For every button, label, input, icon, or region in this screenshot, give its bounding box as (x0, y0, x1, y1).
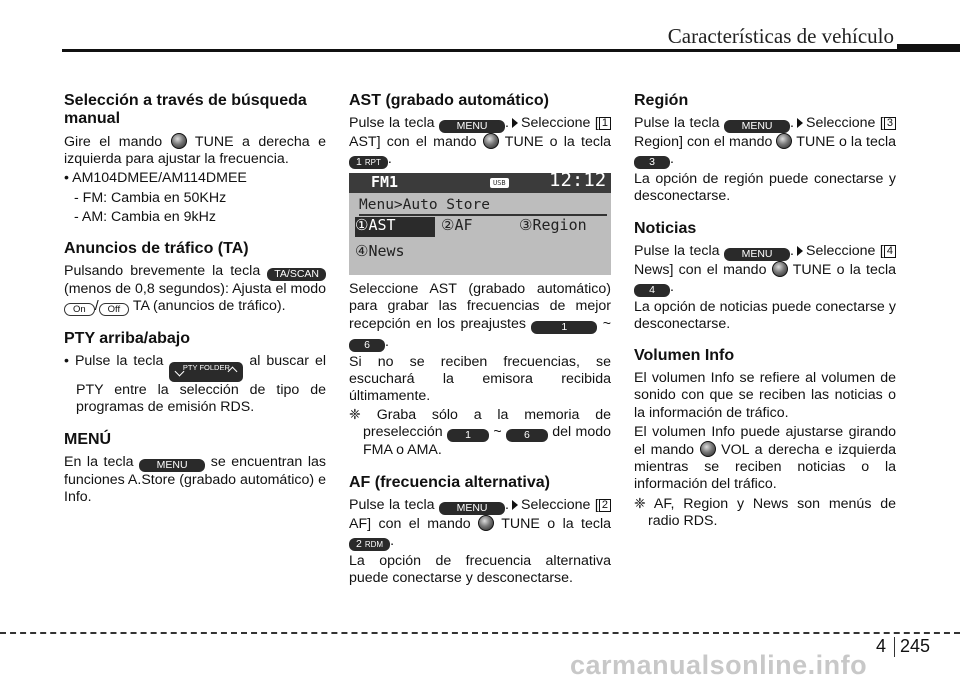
paragraph: • Pulse la tecla PTY FOLDER al buscar el PTY entre la selección de tipo de programas de emisión RDS. (64, 353, 326, 416)
menu-key: MENU (139, 459, 205, 472)
paragraph: Pulse la tecla MENU . Seleccione [ 3 Region] con el mando TUNE o la tecla 3 . (634, 115, 896, 169)
footer-divider (894, 637, 895, 657)
option-number-box: 3 (884, 117, 896, 130)
section-title-af: AF (frecuencia alternativa) (349, 473, 550, 491)
column-1 (64, 92, 326, 508)
note: ❈ Graba sólo a la memoria de preselección 1 ~ 6 del modo FMA o AMA. (349, 407, 612, 459)
header-tab (897, 44, 960, 52)
section-title-manual-search: Selección a través de búsqueda manual (64, 92, 307, 127)
section-title-pty: PTY arriba/abajo (64, 330, 190, 348)
on-pill: On (64, 303, 95, 316)
header-rule (62, 49, 897, 52)
preset-1-key: 1 (531, 321, 597, 334)
tune-knob-icon (171, 133, 187, 149)
section-title-volume-info: Volumen Info (634, 347, 735, 365)
option-number-box: 1 (599, 117, 611, 130)
paragraph: Si no se reciben frecuencias, se escuchará la emisora recibida últimamente. (349, 353, 611, 405)
section-title-ast: AST (grabado automático) (349, 92, 550, 109)
display-option-region: ③Region (519, 216, 587, 235)
watermark: carmanualsonline.info (570, 650, 868, 680)
radio-display-screen (349, 173, 611, 275)
arrow-right-icon (512, 118, 518, 128)
tune-knob-icon (776, 133, 792, 149)
page-number: 245 (900, 636, 931, 656)
tune-knob-icon (483, 133, 499, 149)
bullet-model: • AM104DMEE/AM114DMEE (64, 170, 247, 187)
display-band: FM1 (371, 173, 399, 192)
display-option-ast: ①AST (355, 217, 435, 237)
paragraph: Pulsando brevemente la tecla TA/SCAN (menos de 0,8 segundos): Ajusta el modo On / Off TA (anuncios de tráfico). (64, 263, 326, 316)
option-number-box: 2 (599, 499, 611, 512)
arrow-right-icon (797, 246, 803, 256)
usb-badge: USB (490, 178, 509, 188)
menu-key: MENU (724, 248, 790, 261)
off-pill: Off (99, 303, 130, 316)
option-number-box: 4 (884, 245, 896, 258)
paragraph: El volumen Info se refiere al volumen de sonido con que se reciben las noticias o la información de tráfico. (634, 370, 896, 421)
display-menu-path: Menu>Auto Store (359, 197, 490, 214)
section-title-menu: MENÚ (64, 430, 112, 448)
display-option-af: ②AF (441, 216, 473, 235)
paragraph: Gire el mando TUNE a derecha e izquierda para ajustar la frecuencia. (64, 134, 327, 168)
ta-scan-key: TA/SCAN (267, 268, 326, 281)
pty-folder-key: PTY FOLDER (169, 362, 243, 382)
menu-key: MENU (439, 502, 505, 515)
section-title-ta: Anuncios de tráfico (TA) (64, 240, 249, 258)
paragraph: El volumen Info puede ajustarse girando el mando VOL a derecha e izquierda mientras se reciben noticias o la información del tráfico. (634, 423, 896, 493)
paragraph: La opción de frecuencia alternativa puede conectarse y desconectarse. (349, 552, 611, 587)
preset-6-key: 6 (506, 429, 548, 442)
preset-1-key: 1 RPT (349, 156, 388, 169)
preset-1-key: 1 (447, 429, 489, 442)
paragraph: En la tecla MENU se encuentran las funciones A.Store (grabado automático) e Info. (64, 453, 326, 505)
display-option-news: ④News (355, 242, 405, 261)
menu-key: MENU (724, 120, 790, 133)
menu-key: MENU (439, 120, 505, 133)
paragraph: Pulse la tecla MENU . Seleccione [ 4 News] con el mando TUNE o la tecla 4 . (634, 242, 896, 296)
paragraph: Seleccione AST (grabado automático) para grabar las frecuencias de mejor recepción en los preajustes 1 ~ 6 . (349, 281, 611, 351)
arrow-right-icon (797, 118, 803, 128)
volume-knob-icon (700, 441, 716, 457)
header-title: Características de vehículo (667, 24, 894, 48)
am-step: - AM: Cambia en 9kHz (74, 208, 216, 225)
paragraph: La opción de región puede conectarse y desconectarse. (634, 171, 896, 205)
tune-knob-icon (478, 515, 494, 531)
column-3 (634, 92, 896, 532)
section-title-region: Región (634, 92, 689, 109)
preset-6-key: 6 (349, 339, 385, 352)
display-clock: 12:12 (549, 173, 607, 192)
paragraph: Pulse la tecla MENU . Seleccione [ 1 AST] con el mando TUNE o la tecla 1 RPT . (349, 115, 612, 169)
preset-4-key: 4 (634, 284, 670, 297)
footer-rule (0, 632, 960, 634)
chapter-number: 4 (876, 636, 887, 656)
column-2 (349, 92, 611, 589)
arrow-right-icon (512, 500, 518, 510)
paragraph: Pulse la tecla MENU . Seleccione [ 2 AF] con el mando TUNE o la tecla 2 RDM . (349, 496, 611, 550)
fm-step: - FM: Cambia en 50KHz (74, 189, 227, 206)
preset-3-key: 3 (634, 156, 670, 169)
note: ❈ AF, Region y News son menús de radio RDS. (634, 495, 896, 529)
paragraph: La opción de noticias puede conectarse y desconectarse. (634, 298, 896, 333)
tune-knob-icon (772, 261, 788, 277)
preset-2-key: 2 RDM (349, 538, 390, 551)
section-title-news: Noticias (634, 219, 697, 237)
